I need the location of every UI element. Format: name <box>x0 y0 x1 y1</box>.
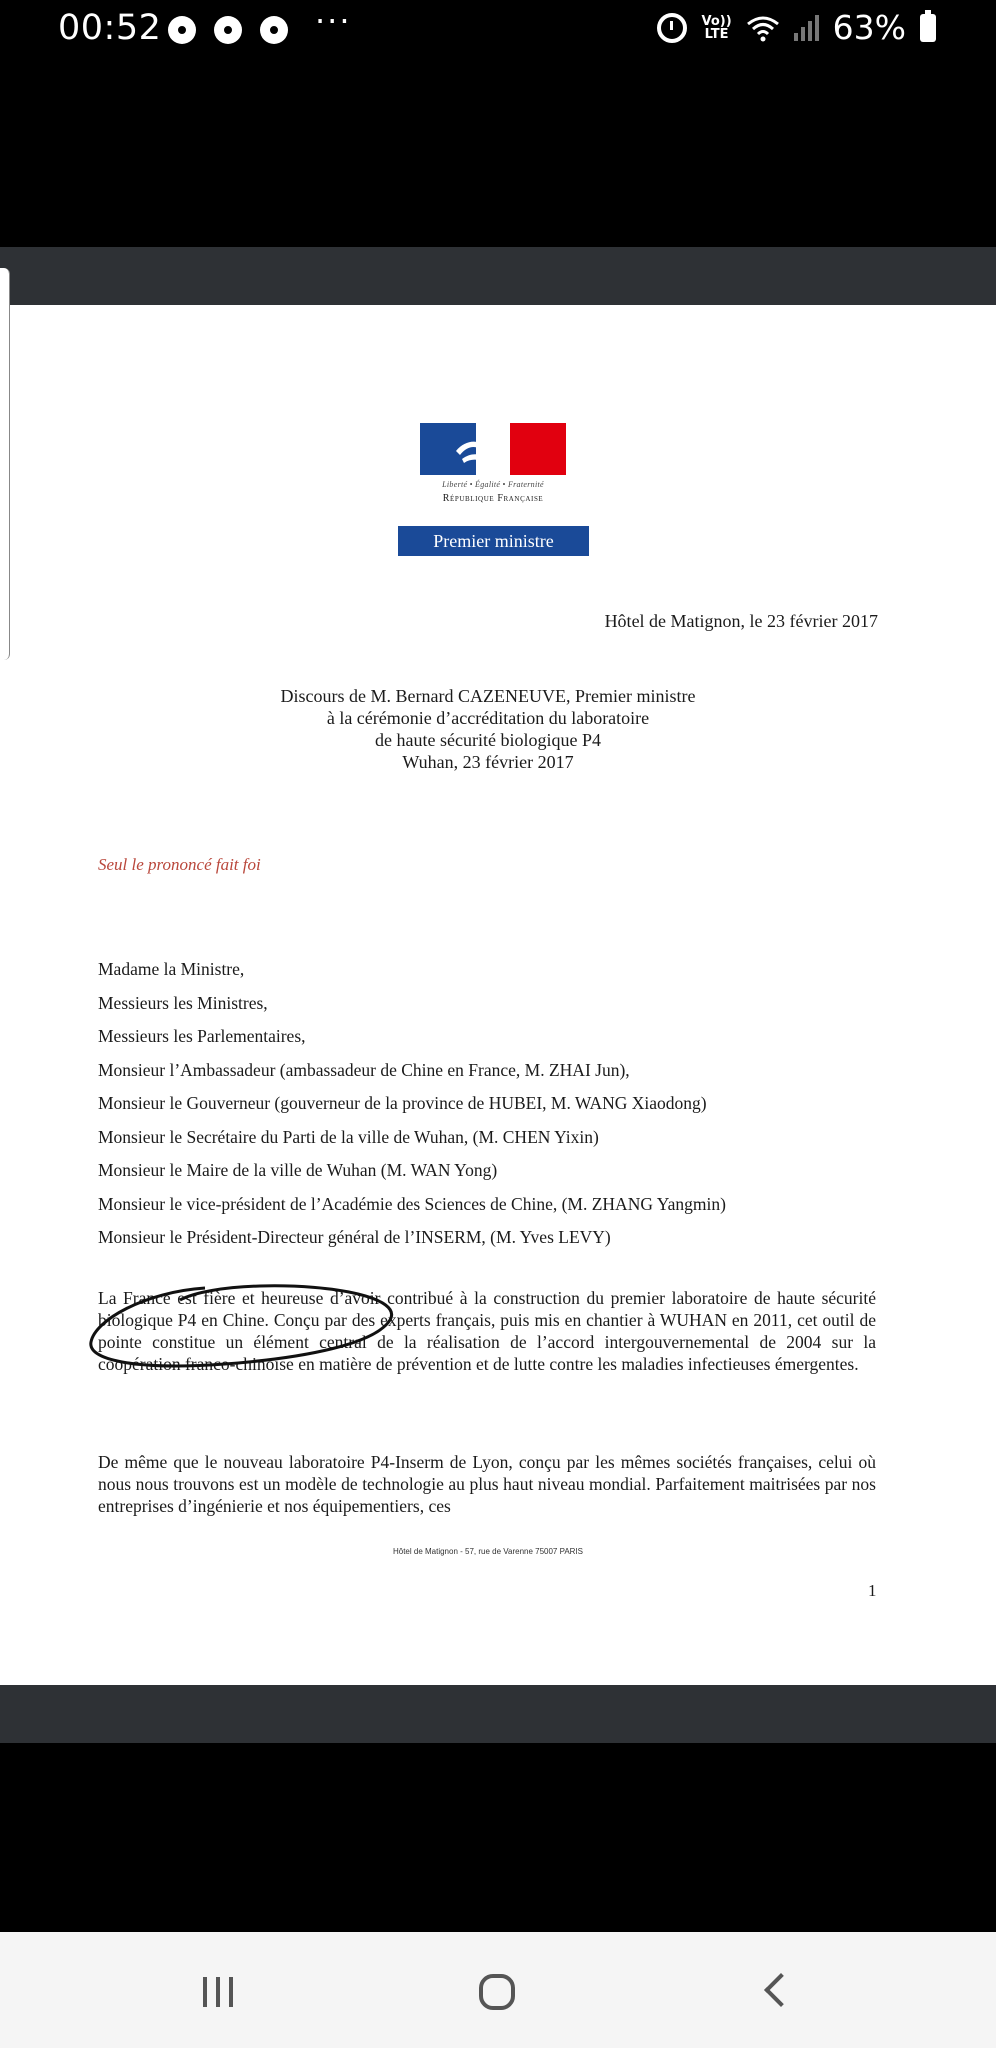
battery-percent: 63% <box>832 8 906 47</box>
scroll-handle[interactable] <box>0 268 10 660</box>
flag-icon <box>420 423 566 475</box>
volte-bottom-label: LTE <box>704 26 729 42</box>
salutation-line: Monsieur le vice-président de l’Académie des Sciences de Chine, (M. ZHANG Yangmin) <box>98 1193 726 1214</box>
document-page <box>0 305 996 1685</box>
volte-icon <box>701 15 731 41</box>
salutations <box>98 953 726 1255</box>
salutation-line: Monsieur l’Ambassadeur (ambassadeur de Chine en France, M. ZHAI Jun), <box>98 1059 630 1080</box>
chrome-icon <box>260 16 288 44</box>
signal-icon <box>794 15 819 41</box>
salutation-line: Madame la Ministre, <box>98 959 245 979</box>
viewer-toolbar-bottom <box>0 1685 996 1743</box>
salutation-line: Messieurs les Ministres, <box>98 992 268 1013</box>
republic-motto: Liberté • Égalité • Fraternité <box>442 480 544 489</box>
place-date: Hôtel de Matignon, le 23 février 2017 <box>604 611 878 631</box>
speech-title <box>0 685 976 773</box>
notification-icons <box>168 16 288 44</box>
chrome-icon <box>214 16 242 44</box>
premier-ministre-badge: Premier ministre <box>398 526 589 556</box>
viewer-toolbar-top <box>0 247 996 305</box>
marianne-icon <box>450 429 498 473</box>
speech-title-line: de haute sécurité biologique P4 <box>375 730 601 750</box>
page-footer: Hôtel de Matignon - 57, rue de Varenne 75007 PARIS <box>392 1547 584 1556</box>
status-time: 00:52 <box>58 8 162 48</box>
salutation-line: Monsieur le Secrétaire du Parti de la ville de Wuhan, (M. CHEN Yixin) <box>98 1126 599 1147</box>
page-number: 1 <box>868 1581 877 1600</box>
speech-title-line: Discours de M. Bernard CAZENEUVE, Premier ministre <box>280 686 696 706</box>
salutation-line: Monsieur le Maire de la ville de Wuhan (M. WAN Yong) <box>98 1160 498 1180</box>
home-icon[interactable] <box>479 1974 515 2010</box>
wifi-icon <box>746 14 780 42</box>
status-bar <box>0 0 996 60</box>
more-notifications-icon: ··· <box>315 2 352 40</box>
battery-icon <box>920 14 936 42</box>
status-indicators <box>657 8 936 47</box>
recents-icon[interactable] <box>203 1977 233 2007</box>
salutation-line: Messieurs les Parlementaires, <box>98 1026 306 1046</box>
alarm-icon <box>657 13 687 43</box>
chrome-icon <box>168 16 196 44</box>
salutation-line: Monsieur le Gouverneur (gouverneur de la province de HUBEI, M. WANG Xiaodong) <box>98 1093 707 1113</box>
back-icon[interactable] <box>764 1973 798 2007</box>
speech-title-line: Wuhan, 23 février 2017 <box>402 752 574 772</box>
government-logo <box>420 423 566 504</box>
paragraph-1: La France est fière et heureuse d’avoir contribué à la construction du premier laboratoire de haute sécurité biologique P4 en Chine. Conçu par des experts français, puis mis en chantier à WUHAN en 2011, cet outil de pointe constitue un élément central de la réalisation de l’accord intergouvernemental de 2004 sur la coopération franco-chinoise en matière de prévention et de lutte contre les maladies infectieuses émergentes. <box>98 1288 876 1374</box>
republique-francaise-label: République Française <box>442 493 544 504</box>
salutation-line: Monsieur le Président-Directeur général de l’INSERM, (M. Yves LEVY) <box>98 1227 611 1247</box>
navigation-bar <box>0 1932 996 2048</box>
volte-top-label: Vo)) <box>701 13 732 29</box>
paragraph-2: De même que le nouveau laboratoire P4-Inserm de Lyon, conçu par les mêmes sociétés françaises, celui où nous nous trouvons est un modèle de technologie au plus haut niveau mondial. Parfaitement maitrisées par nos entreprises d’ingénierie et nos équipementiers, ces <box>98 1452 876 1516</box>
speech-title-line: à la cérémonie d’accréditation du laboratoire <box>326 708 650 728</box>
disclaimer: Seul le prononcé fait foi <box>98 855 261 874</box>
